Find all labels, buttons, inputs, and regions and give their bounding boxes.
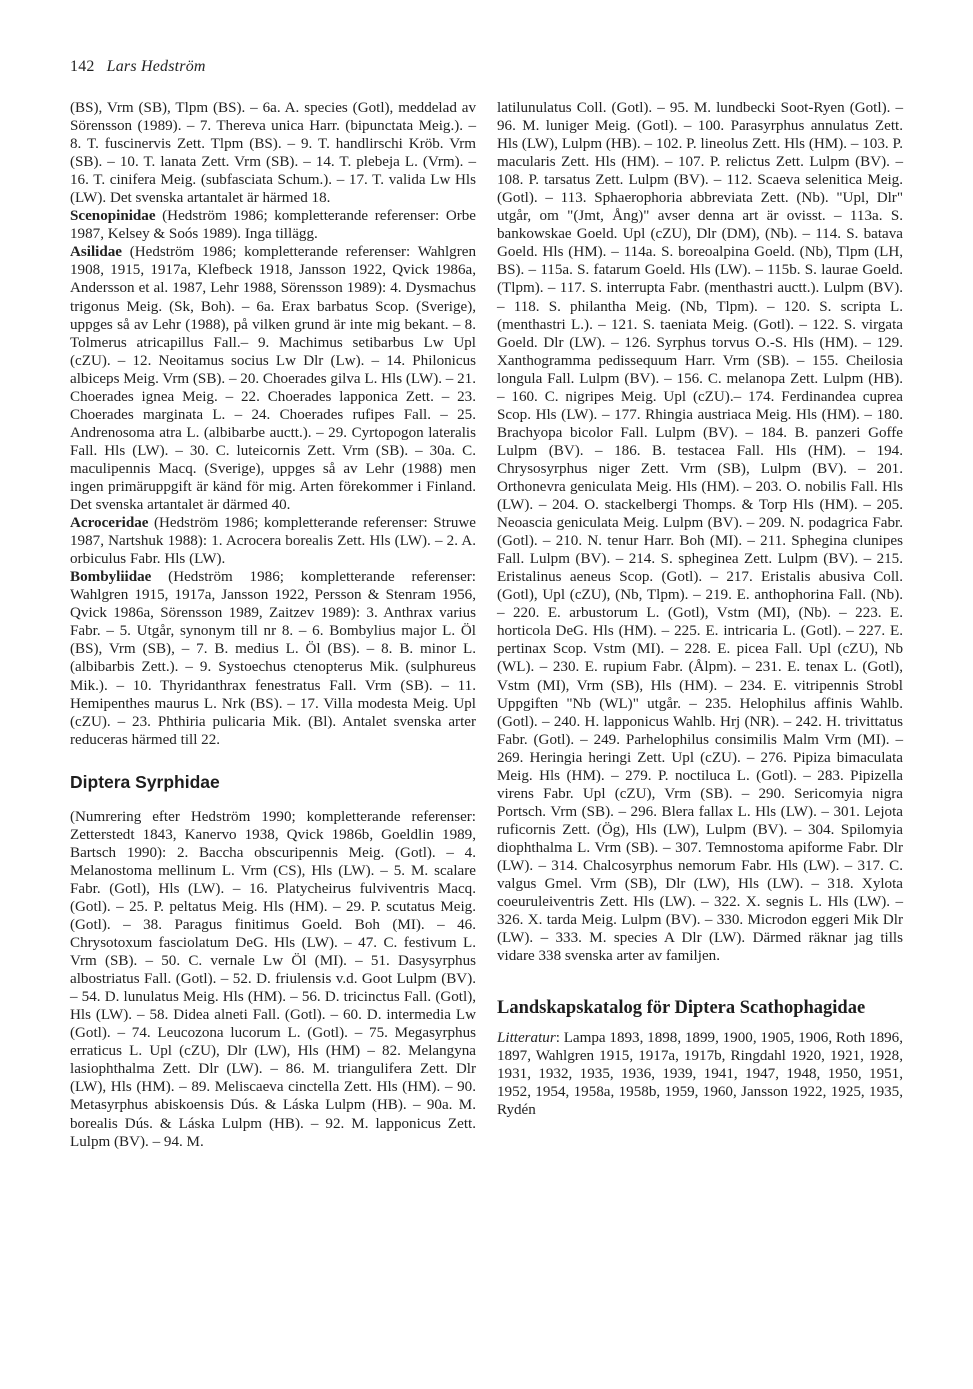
family-name: Bombyliidae [70, 569, 152, 586]
running-header [70, 58, 206, 76]
litteratur-paragraph: Litteratur: Lampa 1893, 1898, 1899, 1900, 1905, 1906, Roth 1896, 1897, Wahlgren 1915, 1917a, 1917b, Ringdahl 1920, 1921, 1928, 1931, 1932, 1935, 1936, 1939, 1941, 1947, 1948, 1950, 1951, 1952, 1954, 1958a, 1958b, 1959, 1960, Jansson 1922, 1925, 1935, Rydén [497, 1030, 903, 1119]
section-heading-scathophagidae: Landskapskatalog för Diptera Scathophagidae [497, 998, 866, 1019]
family-name: Scenopinidae [70, 208, 156, 225]
author-name: Lars Hedström [106, 58, 206, 75]
right-column [497, 99, 903, 1120]
page-number: 142 [70, 58, 95, 75]
family-name: Acroceridae [70, 515, 149, 532]
section-heading-syrphidae: Diptera Syrphidae [70, 771, 220, 792]
syrphidae-paragraph: (Numrering efter Hedström 1990; kompletterande referenser: Zetterstedt 1843, Kanervo 1938, Qvick 1986b, Goeldlin 1989, Bartsch 1990): 2. Baccha obscuripennis Meig. (Gotl). – 4. Melanostoma mellinum L. Vrm (CS), Hls (LW). – 5. M. scalare Fabr. (Gotl), Hls (LW). – 16. Platycheirus fulviventris Macq. (Gotl). – 25. P. peltatus Meig. Hls (HM). – 29. P. scutatus Meig. (Gotl). – 38. Paragus finitimus Goeld. Boh (MI). – 46. Chrysotoxum fasciolatum DeG. Hls (LW). – 47. C. festivum L. Vrm (SB). – 50. C. vernale Lw Öl (MI). – 51. Dasysyrphus albostriatus Fall. (Gotl). – 52. D. friulensis v.d. Goot Lulpm (BV). – 54. D. lunulatus Meig. Hls (HM). – 56. D. tricinctus Fall. (Gotl), Hls (LW). – 58. Didea alneti Fall. (Gotl). – 60. D. intermedia Lw (Gotl). – 74. Leucozona lucorum L. (Gotl). – 75. Megasyrphus erraticus L. Upl (cZU), Dlr (LW), Hls (HM) – 82. Melangyna lasiophthalma Zett. Dlr (LW). – 86. M. triangulifera Zett. Dlr (LW), Hls (HM). – 89. Meliscaeva cinctella Zett. Hls (HM). – 90. Metasyrphus abiskoensis Dús. & Láska Lulpm (HB). – 90a. M. borealis Dús. & Láska Lulpm (HB). – 92. M. lapponicus Zett. Lulpm (BV). – 94. M. [70, 808, 476, 1150]
syrphidae-continued-paragraph: latilunulatus Coll. (Gotl). – 95. M. lundbecki Soot-Ryen (Gotl). – 96. M. luniger Meig. (Gotl). – 100. Parasyrphus annulatus Zett. Hls (LW), Lulpm (HB). – 102. P. lineolus Zett. Hls (HM). – 103. P. macularis Zett. Hls (HM). – 107. P. relictus Zett. Lulpm (BV). – 108. P. tarsatus Zett. Lulpm (BV). – 112. Scaeva selenitica Meig. (Gotl). – 113. Sphaerophoria abbreviata Zett. (Nb). "Upl, Dlr" utgår, om "(Jmt, Ång)" avser denna art är ovisst. – 113a. S. bankowskae Goeld. Upl (cZU), Dlr (DM), (Nb). – 114. S. batava Goeld. Hls (HM). – 114a. S. boreoalpina Goeld. (Nb), Tlpm (LH, BS). – 115a. S. fatarum Goeld. Hls (LW). – 115b. S. laurae Goeld. (Tlpm). – 117. S. interrupta Fabr. (menthastri auctt.). Lulpm (BV). – 118. S. philantha Meig. (Nb, Tlpm). – 120. S. scripta L. (menthastri L.). – 121. S. taeniata Meig. (Gotl). – 122. S. virgata Goeld. Dlr (LW). – 126. Syrphus torvus O.-S. Hls (HM). – 129. Xanthogramma pedissequum Harr. Vrm (SB). – 155. Cheilosia longula Fall. Lulpm (BV). – 156. C. melanopa Zett. Lulpm (HB). – 160. C. nigripes Meig. Upl (cZU).– 174. Ferdinandea cuprea Scop. Hls (LW). – 177. Rhingia austriaca Meig. Hls (HM). – 180. Brachyopa bicolor Fall. Lulpm (BV). – 184. B. panzeri Goffe Lulpm (BV). – 186. B. testacea Fall. Hls (HM). – 194. Chrysosyrphus niger Zett. Vrm (SB), Lulpm (BV). – 201. Orthonevra geniculata Meig. Hls (HM). – 203. O. nobilis Fall. Hls (LW). – 204. O. stackelbergi Thomps. & Torp Hls (HM). – 205. Neoascia geniculata Meig. Lulpm (BV). – 209. N. podagrica Fabr. (Gotl). – 210. N. tenur Harr. Boh (MI). – 211. Sphegina clunipes Fall. Lulpm (BV). – 214. S. spheginea Zett. Lulpm (BV). – 215. Eristalinus aeneus Scop. (Gotl). – 217. Eristalis abusiva Coll. (Gotl), Upl (cZU), (Nb, Tlpm). – 219. E. anthophorina Fall. (Nb). – 220. E. arbustorum L. (Gotl), Vstm (MI), (Nb). – 223. E. horticola DeG. Hls (HM). – 225. E. intricaria L. (Gotl). – 227. E. pertinax Scop. Vstm (MI). – 228. E. picea Fall. Upl (cZU), Nb (WL). – 230. E. rupium Fabr. (Ålpm). – 231. E. tenax L. (Gotl), Vstm (MI), Vrm (SB), Hls (HM). – 234. E. vitripennis Strobl Uppgiften "Nb (WL)" utgår. – 235. Helophilus affinis Wahlb. (Gotl). – 240. H. lapponicus Wahlb. Hrj (NR). – 242. H. trivittatus Fabr. (Gotl). – 249. Parhelophilus consimilis Malm Vrm (MI). – 269. Heringia heringi Zett. Upl (cZU). – 276. Pipiza bimaculata Meig. Hls (HM). – 279. P. noctiluca L. (Gotl). – 283. Pipizella virens Fabr. Upl (cZU), Vrm (SB). – 290. Sericomyia nigra Portsch. Vrm (SB). – 296. Blera fallax L. Hls (LW). – 301. Lejota ruficornis Zett. (Ög), Hls (LW), Lulpm (BV). – 304. Spilomyia diophthalma L. Vrm (SB). – 307. Temnostoma apiforme Fabr. Dlr (LW). – 314. Chalcosyrphus nemorum Fabr. Hls (LW). – 317. C. valgus Gmel. Vrm (SB), Dlr (LW), Hls (LW). – 318. Xylota coeuruleiventris Zett. Hls (LW). – 322. X. segnis L. Hls (LW). – 326. X. tarda Meig. Lulpm (BV). – 330. Microdon eggeri Mik Dlr (LW). – 333. M. species A Dlr (LW). Därmed räknar jag tills vidare 338 svenska arter av familjen. [497, 100, 903, 965]
acroceridae-paragraph: Acroceridae (Hedström 1986; kompletterande referenser: Struwe 1987, Nartshuk 1988): 1. Acrocera borealis Zett. Hls (LW). – 2. A. orbiculus Fabr. Hls (LW). [70, 515, 476, 568]
bombyliidae-paragraph: Bombyliidae (Hedström 1986; kompletterande referenser: Wahlgren 1915, 1917a, Jansson 1922, Persson & Stenram 1956, Qvick 1986a, Sörensson 1989, Zaitzev 1989): 3. Anthrax varius Fabr. – 5. Utgår, synonym till nr 8. – 6. Bombylius major L. Öl (BS), Vrm (SB), – 7. B. medius L. Öl (BS). – 8. B. minor L. (albibarbis Zett.). – 9. Systoechus ctenopterus Mik. (sulphureus Mik.). – 10. Thyridanthrax fenestratus Fall. Vrm (SB). – 11. Hemipenthes maurus L. Nrk (BS). – 17. Villa modesta Meig. Upl (cZU). – 23. Phthiria pulicaria Mik. (Bl). Antalet svenska arter reduceras härmed till 22. [70, 569, 476, 748]
asilidae-paragraph: Asilidae (Hedström 1986; kompletterande referenser: Wahlgren 1908, 1915, 1917a, Klefbeck 1918, Jansson 1922, Qvick 1986a, Andersson et al. 1987, Lehr 1988, Sörensson 1989): 4. Dysmachus trigonus Meig. (Sk, Boh). – 6a. Erax barbatus Scop. (Sverige), uppges så av Lehr (1988), på vilken grund är inte mig bekant. – 8. Tolmerus atricapillus Fall.– 9. Machimus setibarbus Lw Upl (cZU). – 12. Neoitamus socius Lw Dlr (Lw). – 14. Philonicus albiceps Meig. Vrm (SB). – 20. Choerades gilva L. Hls (LW). – 21. Choerades ignea Meig. – 22. Choerades lapponica Zett. – 23. Choerades marginata L. – 24. Choerades rufipes Fall. – 25. Andrenosoma atra L. (albibarbe auctt.). – 29. Cyrtopogon lateralis Fall. Hls (LW). – 30. C. luteicornis Zett. Vrm (SB). – 30a. C. maculipennis Macq. (Sverige), uppges så av Lehr (1988) men ingen primäruppgift är känd för mig. Arten förekommer i Finland. Det svenska artantalet är därmed 40. [70, 244, 476, 514]
thereva-paragraph: (BS), Vrm (SB), Tlpm (BS). – 6a. A. species (Gotl), meddelad av Sörensson (1989). – 7. Thereva unica Harr. (bipunctata Meig.). – 8. T. fuscinervis Zett. Tlpm (BS). – 9. T. handlirschi Kröb. Vrm (SB). – 10. T. lanata Zett. Vrm (SB). – 14. T. plebeja L. (Vrm). – 16. T. cinifera Meig. (subfasciata Schum.). – 17. T. valida Lw Hls (LW). Det svenska artantalet är härmed 18. [70, 100, 476, 207]
scenopinidae-paragraph: Scenopinidae (Hedström 1986; kompletterande referenser: Orbe 1987, Kelsey & Soós 1989). Inga tillägg. [70, 208, 476, 243]
litteratur-label: Litteratur [497, 1030, 556, 1047]
left-column [70, 99, 476, 1151]
family-name: Asilidae [70, 244, 122, 261]
